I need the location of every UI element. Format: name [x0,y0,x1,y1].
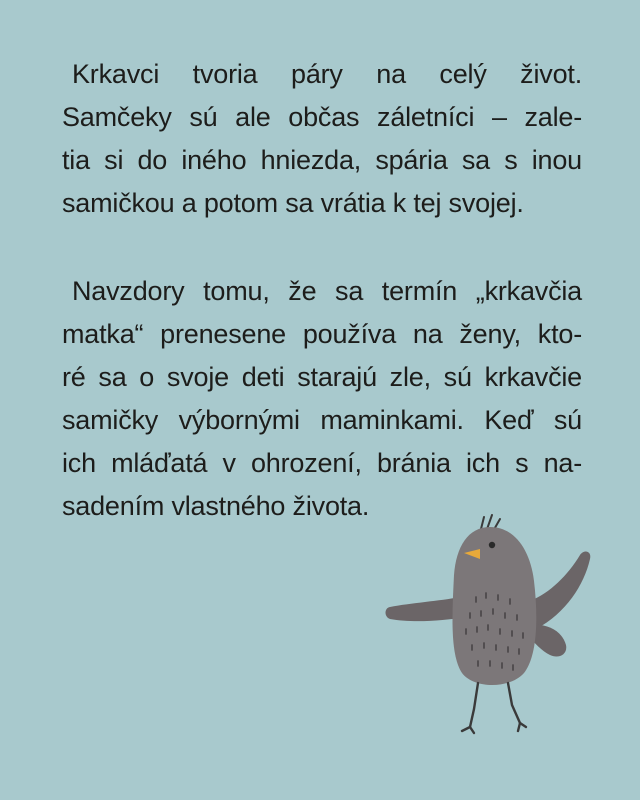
bird-body [452,527,536,685]
paragraph-line: ré sa o svoje deti starajú zle, sú krkavčie [62,362,582,392]
paragraph-line: Krkavci tvoria páry na celý život. [72,59,582,89]
paragraph-line: matka“ prenesene používa na ženy, kto- [62,319,582,349]
paragraph-line: samičky výbornými maminkami. Keď sú [62,405,582,435]
paragraph-line: samičkou a potom sa vrátia k tej svojej. [62,188,524,218]
paragraph-2 [62,270,582,528]
paragraph-line: ich mláďatá v ohrození, bránia ich s na- [62,448,582,478]
paragraph-line: Samčeky sú ale občas záletníci – zale- [62,102,582,132]
bird-eye [489,542,495,548]
paragraph-1 [62,53,582,225]
right-wing [530,552,590,629]
paragraph-line: sadením vlastného života. [62,491,370,521]
paragraph-line: tia si do iného hniezda, spária sa s inou [62,145,582,175]
paragraph-line: Navzdory tomu, že sa termín „krkavčia [72,276,582,306]
raven-chick-icon [380,505,610,745]
bird-legs [462,683,526,733]
